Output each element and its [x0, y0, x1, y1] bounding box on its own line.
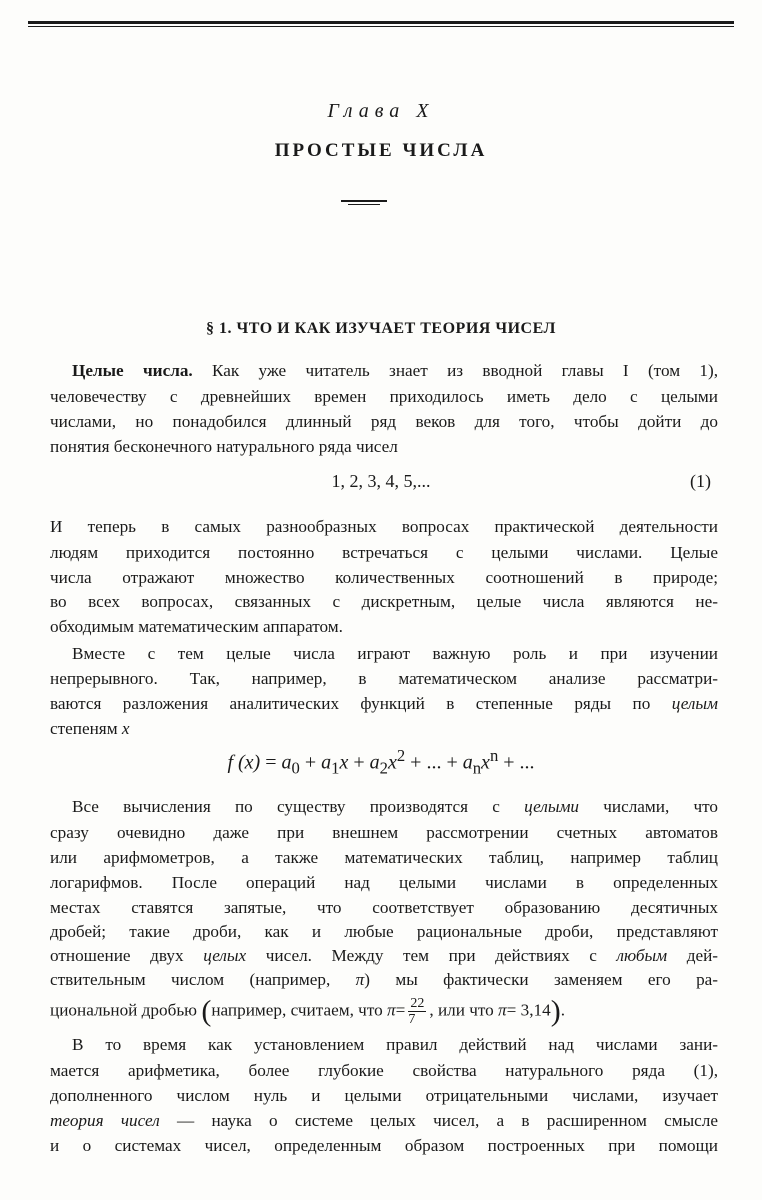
- paragraph-lead: Целые числа.: [72, 361, 193, 380]
- paragraph-4-line-5: местах ставятся запятые, что соответствует образованию десятичных: [50, 898, 718, 917]
- paragraph-5-line-4: теория чисел — наука о системе целых чисел, а в расширенном смысле: [50, 1111, 718, 1130]
- paragraph-2-line-2: людям приходится постоянно встречаться с целыми числами. Целые: [50, 543, 718, 562]
- paragraph-2-line-5: обходимым математическим аппаратом.: [50, 617, 343, 636]
- chapter-title: ПРОСТЫЕ ЧИСЛА: [274, 140, 488, 161]
- paragraph-2-line-3: числа отражают множество количественных соотношений в природе;: [50, 568, 718, 587]
- paragraph-4-line-6: дробей; такие дроби, как и любые рациональные дроби, представляют: [50, 922, 718, 941]
- power-series-formula: f $(x) = a_0 + a_1x + a_2x^2$ + ... + $a_nx^n$ + ...: [227, 746, 535, 778]
- paragraph-3-line-4: степеням x: [50, 719, 130, 738]
- top-double-rule: [28, 21, 734, 27]
- paragraph-4-line-2: сразу очевидно даже при внешнем рассмотрении счетных автоматов: [50, 823, 718, 842]
- equation-number-1: (1): [690, 471, 711, 491]
- paragraph-4-line-8: ствительным числом (например, π) мы фактически заменяем его ра-: [50, 970, 719, 989]
- paragraph-4-line-4: логарифмов. После операций над целыми числами в определенных: [50, 873, 718, 892]
- paragraph-5-line-3: дополненного числом нуль и целыми отрицательными числами, изучает: [50, 1086, 718, 1105]
- fraction-22-7: $\frac{22}{7}$: [408, 996, 425, 1027]
- paragraph-4-line-9: циональной дробью (например, считаем, что π= $\frac{22}{7}$ , или что π= 3,14).: [50, 994, 566, 1028]
- paragraph-4-line-3: или арифмометров, а также математических таблиц, например таблиц: [50, 848, 718, 867]
- paragraph-1-line-3: числами, но понадобился длинный ряд веков для того, чтобы дойти до: [50, 412, 718, 431]
- paragraph-4-line-7: отношение двух целых чисел. Между тем при действиях с любым дей-: [50, 946, 718, 965]
- paragraph-5-line-5: и о системах чисел, определенным образом построенных при помощи: [50, 1136, 718, 1155]
- paragraph-2-line-4: во всех вопросах, связанных с дискретным, целые числа являются не-: [50, 592, 718, 611]
- title-ornament-rule: [341, 200, 387, 205]
- paragraph-5-line-2: мается арифметика, более глубокие свойства натурального ряда (1),: [50, 1061, 718, 1080]
- paragraph-3-line-1: Вместе с тем целые числа играют важную роль и при изучении: [72, 644, 718, 663]
- chapter-label: Глава X: [327, 100, 435, 122]
- paragraph-2-line-1: И теперь в самых разнообразных вопросах практической деятельности: [50, 517, 718, 536]
- paragraph-3-line-3: ваются разложения аналитических функций в степенные ряды по целым: [50, 694, 719, 713]
- section-heading: § 1. ЧТО И КАК ИЗУЧАЕТ ТЕОРИЯ ЧИСЕЛ: [206, 320, 556, 337]
- paragraph-3-line-2: непрерывного. Так, например, в математическом анализе рассматри-: [50, 669, 718, 688]
- natural-series-formula: 1, 2, 3, 4, 5,...: [331, 471, 431, 491]
- paragraph-4-line-1: Все вычисления по существу производятся с целыми числами, что: [72, 797, 719, 816]
- paragraph-5-line-1: В то время как установлением правил действий над числами зани-: [72, 1035, 718, 1054]
- paragraph-1-line-2: человечеству с древнейших времен приходилось иметь дело с целыми: [50, 387, 718, 406]
- paragraph-1-line-4: понятия бесконечного натурального ряда чисел: [50, 437, 398, 456]
- paragraph-1-line-1: Целые числа. Как уже читатель знает из вводной главы I (том 1),: [72, 361, 718, 380]
